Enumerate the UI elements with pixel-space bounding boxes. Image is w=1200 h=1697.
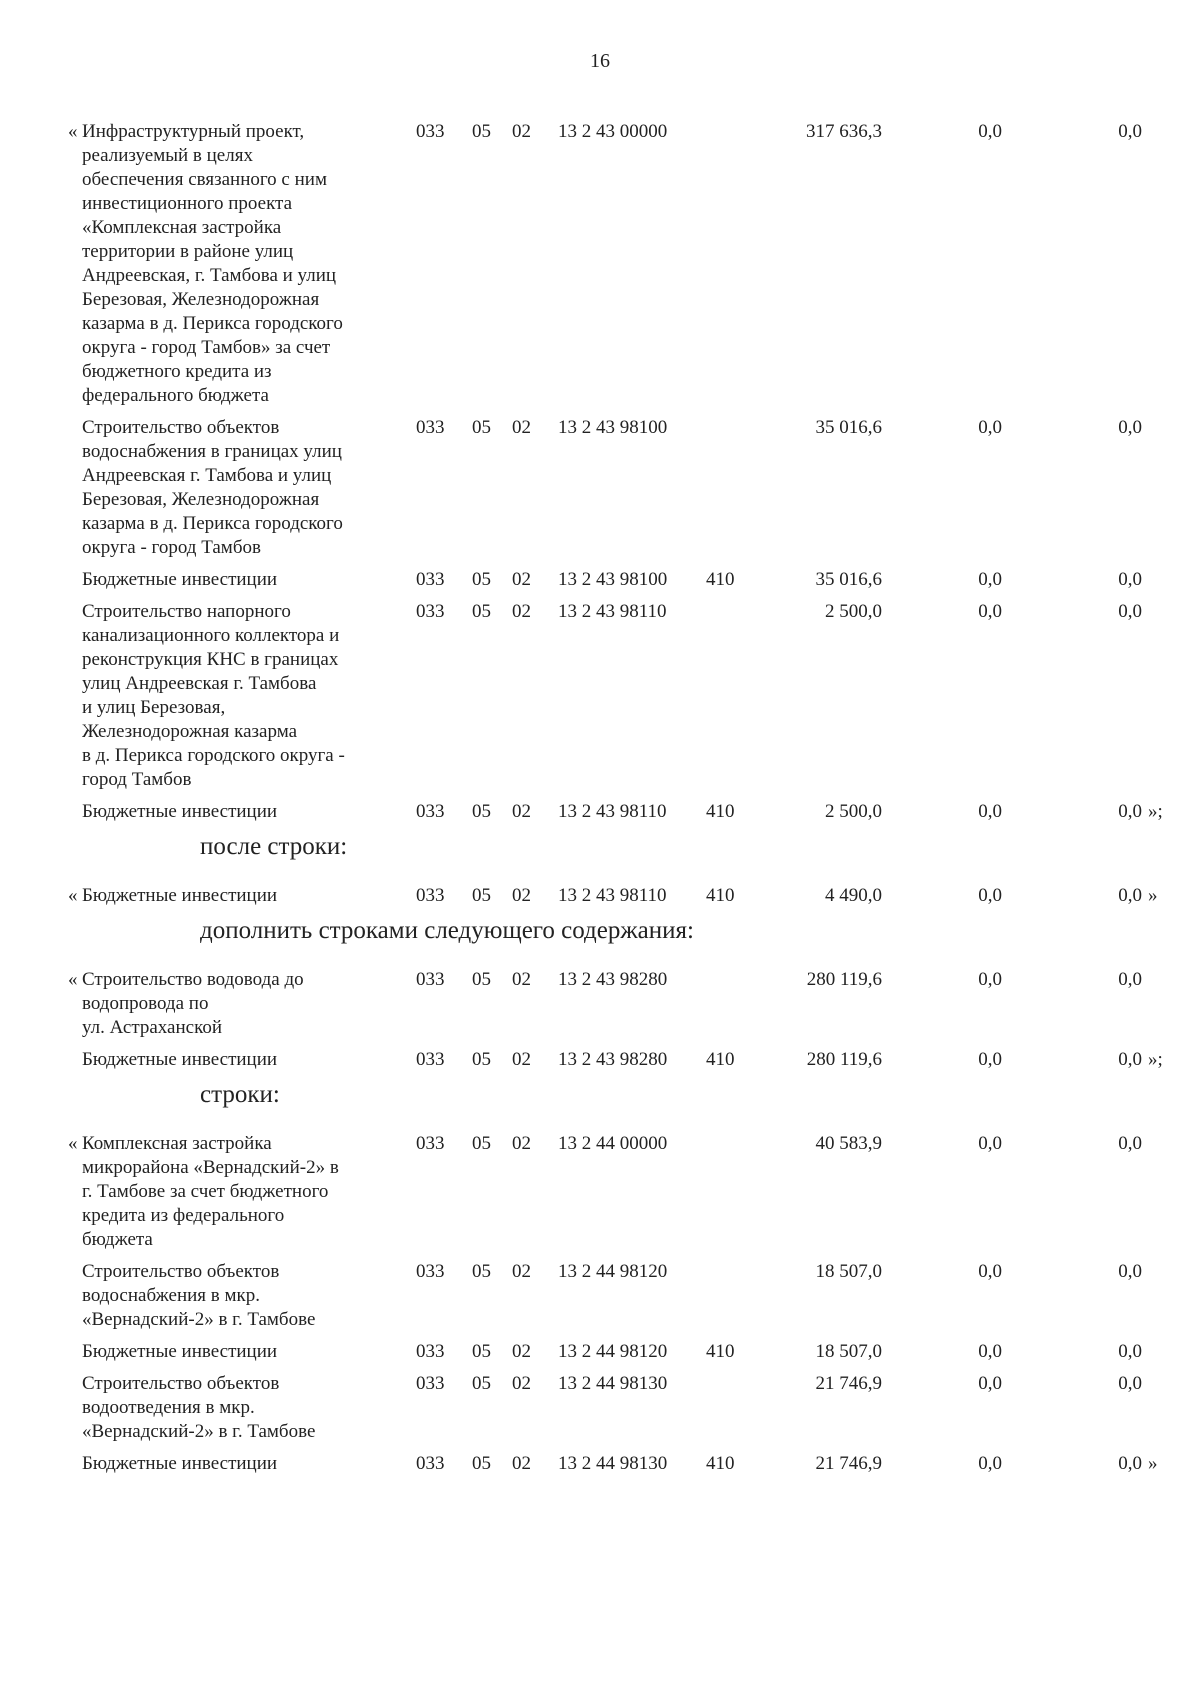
cell-glav: 033 <box>416 1453 445 1474</box>
cell-rz: 05 <box>472 885 491 906</box>
section-heading: после строки: <box>200 833 348 860</box>
table-row <box>0 800 1200 824</box>
cell-s3: 0,0 <box>1118 1373 1142 1394</box>
cell-pr: 02 <box>512 885 531 906</box>
cell-s1: 280 119,6 <box>806 1049 882 1070</box>
cell-pr: 02 <box>512 1133 531 1154</box>
cell-pr: 02 <box>512 121 531 142</box>
table-row <box>0 416 1200 560</box>
cell-glav: 033 <box>416 885 445 906</box>
table-row <box>0 1132 1200 1252</box>
cell-s1: 18 507,0 <box>815 1341 882 1362</box>
row-name: Строительство водовода до водопровода по ул. Астраханской <box>82 969 304 1038</box>
cell-vr: 410 <box>706 1341 735 1362</box>
cell-glav: 033 <box>416 1261 445 1282</box>
cell-s3: 0,0 <box>1118 1261 1142 1282</box>
row-name: Инфраструктурный проект, реализуемый в целях обеспечения связанного с ним инвестиционного проекта «Комплексная застройка территории в районе улиц Андреевская, г. Тамбова и улиц Березовая, Железнодорожная казарма в д. Перикса городского округа - город Тамбов» за счет бюджетного кредита из федерального бюджета <box>82 121 343 406</box>
cell-vr: 410 <box>706 1453 735 1474</box>
opening-quote: « <box>68 121 78 142</box>
cell-glav: 033 <box>416 601 445 622</box>
cell-rz: 05 <box>472 1133 491 1154</box>
cell-s2: 0,0 <box>978 969 1002 990</box>
cell-s1: 2 500,0 <box>825 601 882 622</box>
cell-pr: 02 <box>512 1341 531 1362</box>
row-name: Строительство объектов водоснабжения в границах улиц Андреевская г. Тамбова и улиц Березовая, Железнодорожная казарма в д. Перикса городского округа - город Тамбов <box>82 417 343 558</box>
cell-glav: 033 <box>416 801 445 822</box>
table-row <box>0 600 1200 792</box>
cell-glav: 033 <box>416 417 445 438</box>
cell-s1: 18 507,0 <box>815 1261 882 1282</box>
row-name: Бюджетные инвестиции <box>82 885 278 906</box>
cell-rz: 05 <box>472 1261 491 1282</box>
cell-pr: 02 <box>512 417 531 438</box>
document-body <box>0 120 1200 1484</box>
cell-glav: 033 <box>416 1049 445 1070</box>
cell-csr: 13 2 44 98120 <box>558 1261 668 1282</box>
row-name: Комплексная застройка микрорайона «Вернадский-2» в г. Тамбове за счет бюджетного кредита из федерального бюджета <box>82 1133 339 1250</box>
cell-vr: 410 <box>706 801 735 822</box>
row-name: Бюджетные инвестиции <box>82 1341 278 1362</box>
cell-s2: 0,0 <box>978 121 1002 142</box>
cell-pr: 02 <box>512 801 531 822</box>
cell-glav: 033 <box>416 1133 445 1154</box>
cell-pr: 02 <box>512 1373 531 1394</box>
cell-s3: 0,0 <box>1118 1341 1142 1362</box>
cell-rz: 05 <box>472 417 491 438</box>
row-name: Бюджетные инвестиции <box>82 801 278 822</box>
cell-pr: 02 <box>512 569 531 590</box>
cell-pr: 02 <box>512 1049 531 1070</box>
closing-quote: »; <box>1148 1049 1163 1070</box>
cell-glav: 033 <box>416 969 445 990</box>
cell-s2: 0,0 <box>978 1373 1002 1394</box>
cell-s2: 0,0 <box>978 601 1002 622</box>
table-row <box>0 1340 1200 1364</box>
cell-glav: 033 <box>416 1373 445 1394</box>
cell-s1: 21 746,9 <box>815 1453 882 1474</box>
cell-pr: 02 <box>512 1453 531 1474</box>
cell-s3: 0,0 <box>1118 417 1142 438</box>
cell-s3: 0,0 <box>1118 1133 1142 1154</box>
cell-s3: 0,0 <box>1118 885 1142 906</box>
cell-csr: 13 2 44 98130 <box>558 1373 668 1394</box>
opening-quote: « <box>68 1133 78 1154</box>
table-row <box>0 1260 1200 1332</box>
cell-s2: 0,0 <box>978 1261 1002 1282</box>
table-row <box>0 968 1200 1040</box>
cell-csr: 13 2 43 98280 <box>558 969 668 990</box>
cell-s3: 0,0 <box>1118 801 1142 822</box>
cell-vr: 410 <box>706 569 735 590</box>
cell-s1: 21 746,9 <box>815 1373 882 1394</box>
cell-glav: 033 <box>416 121 445 142</box>
opening-quote: « <box>68 885 78 906</box>
cell-csr: 13 2 43 98100 <box>558 569 668 590</box>
table-row <box>0 1452 1200 1476</box>
section-heading: строки: <box>200 1081 280 1108</box>
cell-s1: 35 016,6 <box>815 417 882 438</box>
cell-rz: 05 <box>472 121 491 142</box>
page-number: 16 <box>590 50 610 72</box>
cell-pr: 02 <box>512 969 531 990</box>
cell-rz: 05 <box>472 1373 491 1394</box>
cell-vr: 410 <box>706 1049 735 1070</box>
row-name: Бюджетные инвестиции <box>82 1453 278 1474</box>
cell-s2: 0,0 <box>978 1049 1002 1070</box>
cell-s2: 0,0 <box>978 569 1002 590</box>
cell-s3: 0,0 <box>1118 569 1142 590</box>
cell-rz: 05 <box>472 801 491 822</box>
cell-pr: 02 <box>512 601 531 622</box>
cell-s1: 280 119,6 <box>806 969 882 990</box>
cell-rz: 05 <box>472 1341 491 1362</box>
table-row <box>0 120 1200 408</box>
cell-s3: 0,0 <box>1118 969 1142 990</box>
cell-vr: 410 <box>706 885 735 906</box>
cell-glav: 033 <box>416 1341 445 1362</box>
cell-csr: 13 2 43 98110 <box>558 801 667 822</box>
closing-quote: »; <box>1148 801 1163 822</box>
cell-csr: 13 2 44 00000 <box>558 1133 668 1154</box>
cell-csr: 13 2 44 98120 <box>558 1341 668 1362</box>
cell-s3: 0,0 <box>1118 601 1142 622</box>
table-row <box>0 1048 1200 1072</box>
cell-rz: 05 <box>472 601 491 622</box>
opening-quote: « <box>68 969 78 990</box>
cell-csr: 13 2 43 98110 <box>558 601 667 622</box>
cell-s2: 0,0 <box>978 1453 1002 1474</box>
cell-s3: 0,0 <box>1118 121 1142 142</box>
cell-s2: 0,0 <box>978 417 1002 438</box>
table-row <box>0 884 1200 908</box>
cell-s2: 0,0 <box>978 801 1002 822</box>
table-row <box>0 1372 1200 1444</box>
section-heading: дополнить строками следующего содержания: <box>200 917 694 944</box>
row-name: Бюджетные инвестиции <box>82 569 278 590</box>
cell-csr: 13 2 43 00000 <box>558 121 668 142</box>
cell-rz: 05 <box>472 1049 491 1070</box>
cell-glav: 033 <box>416 569 445 590</box>
cell-s1: 35 016,6 <box>815 569 882 590</box>
row-name: Бюджетные инвестиции <box>82 1049 278 1070</box>
row-name: Строительство объектов водоснабжения в мкр. «Вернадский-2» в г. Тамбове <box>82 1261 316 1330</box>
row-name: Строительство объектов водоотведения в мкр. «Вернадский-2» в г. Тамбове <box>82 1373 316 1442</box>
cell-csr: 13 2 43 98110 <box>558 885 667 906</box>
cell-s3: 0,0 <box>1118 1453 1142 1474</box>
cell-csr: 13 2 43 98100 <box>558 417 668 438</box>
cell-csr: 13 2 43 98280 <box>558 1049 668 1070</box>
cell-pr: 02 <box>512 1261 531 1282</box>
closing-quote: » <box>1148 885 1158 906</box>
cell-s1: 40 583,9 <box>815 1133 882 1154</box>
cell-rz: 05 <box>472 569 491 590</box>
table-row <box>0 568 1200 592</box>
cell-s1: 317 636,3 <box>806 121 882 142</box>
cell-s1: 2 500,0 <box>825 801 882 822</box>
cell-s2: 0,0 <box>978 885 1002 906</box>
cell-s1: 4 490,0 <box>825 885 882 906</box>
cell-csr: 13 2 44 98130 <box>558 1453 668 1474</box>
cell-s3: 0,0 <box>1118 1049 1142 1070</box>
cell-rz: 05 <box>472 969 491 990</box>
cell-s2: 0,0 <box>978 1341 1002 1362</box>
row-name: Строительство напорного канализационного коллектора и реконструкция КНС в границах улиц Андреевская г. Тамбова и улиц Березовая, Железнодорожная казарма в д. Перикса городского округа - город Тамбов <box>82 601 345 790</box>
cell-rz: 05 <box>472 1453 491 1474</box>
cell-s2: 0,0 <box>978 1133 1002 1154</box>
closing-quote: » <box>1148 1453 1158 1474</box>
